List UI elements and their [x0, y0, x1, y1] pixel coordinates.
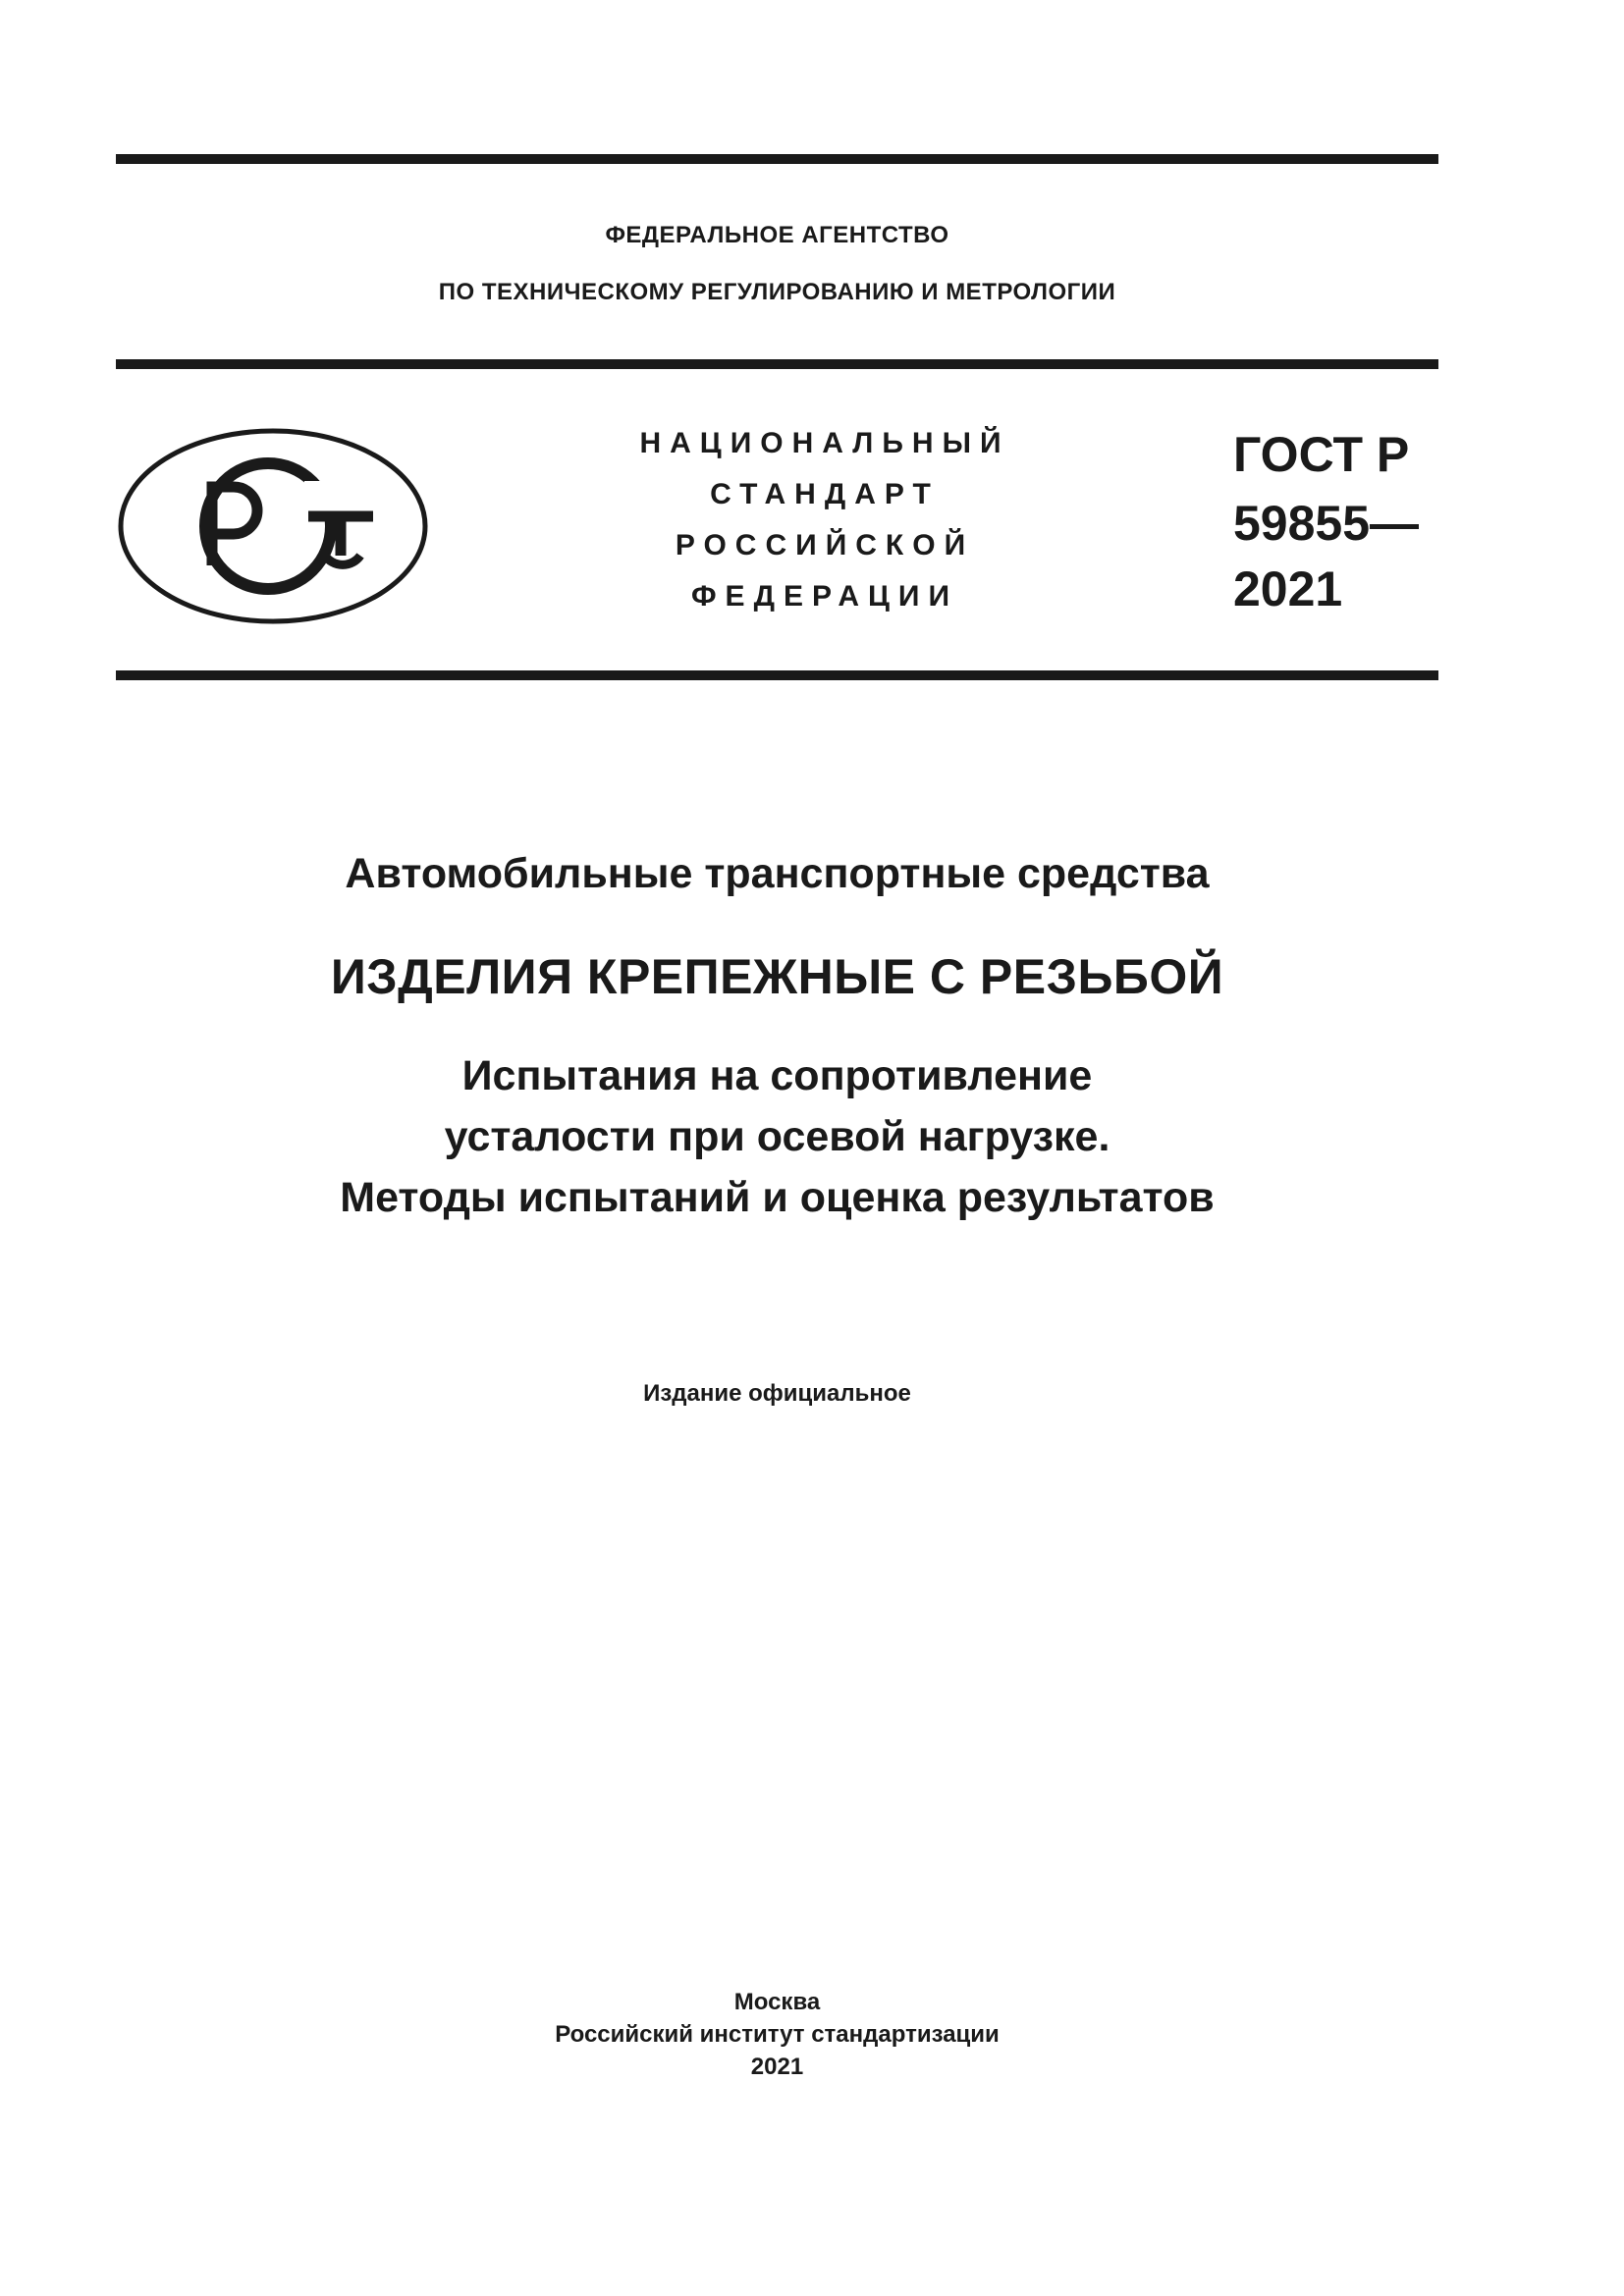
- header-bottom-rule: [116, 670, 1438, 680]
- national-standard-line4: ФЕДЕРАЦИИ: [690, 580, 959, 613]
- imprint-city: Москва: [733, 1989, 821, 2015]
- standard-designation-line1: ГОСТ Р: [1233, 427, 1410, 482]
- edition-label: Издание официальное: [643, 1380, 911, 1407]
- standard-designation-line3: 2021: [1233, 561, 1343, 616]
- document-subtitle-line2: усталости при осевой нагрузке.: [444, 1113, 1110, 1160]
- document-subtitle-line1: Испытания на сопротивление: [461, 1052, 1093, 1099]
- imprint-year: 2021: [750, 2054, 804, 2080]
- national-standard-line2: СТАНДАРТ: [710, 478, 940, 510]
- top-rule: [116, 154, 1438, 164]
- document-main-title: ИЗДЕЛИЯ КРЕПЕЖНЫЕ С РЕЗЬБОЙ: [330, 949, 1224, 1004]
- document-category: Автомобильные транспортные средства: [345, 850, 1210, 897]
- document-subtitle-line3: Методы испытаний и оценка результатов: [340, 1174, 1215, 1221]
- imprint-publisher: Российский институт стандартизации: [555, 2021, 1000, 2048]
- agency-name-line2: ПО ТЕХНИЧЕСКОМУ РЕГУЛИРОВАНИЮ И МЕТРОЛОГИИ: [438, 279, 1116, 305]
- header-rule: [116, 359, 1438, 369]
- national-standard-line1: НАЦИОНАЛЬНЫЙ: [639, 427, 1010, 459]
- agency-name-line1: ФЕДЕРАЛЬНОЕ АГЕНТСТВО: [605, 222, 949, 248]
- rst-certification-mark-icon: [116, 426, 430, 627]
- national-standard-line3: РОССИЙСКОЙ: [675, 529, 975, 561]
- standard-designation-line2: 59855—: [1233, 496, 1420, 551]
